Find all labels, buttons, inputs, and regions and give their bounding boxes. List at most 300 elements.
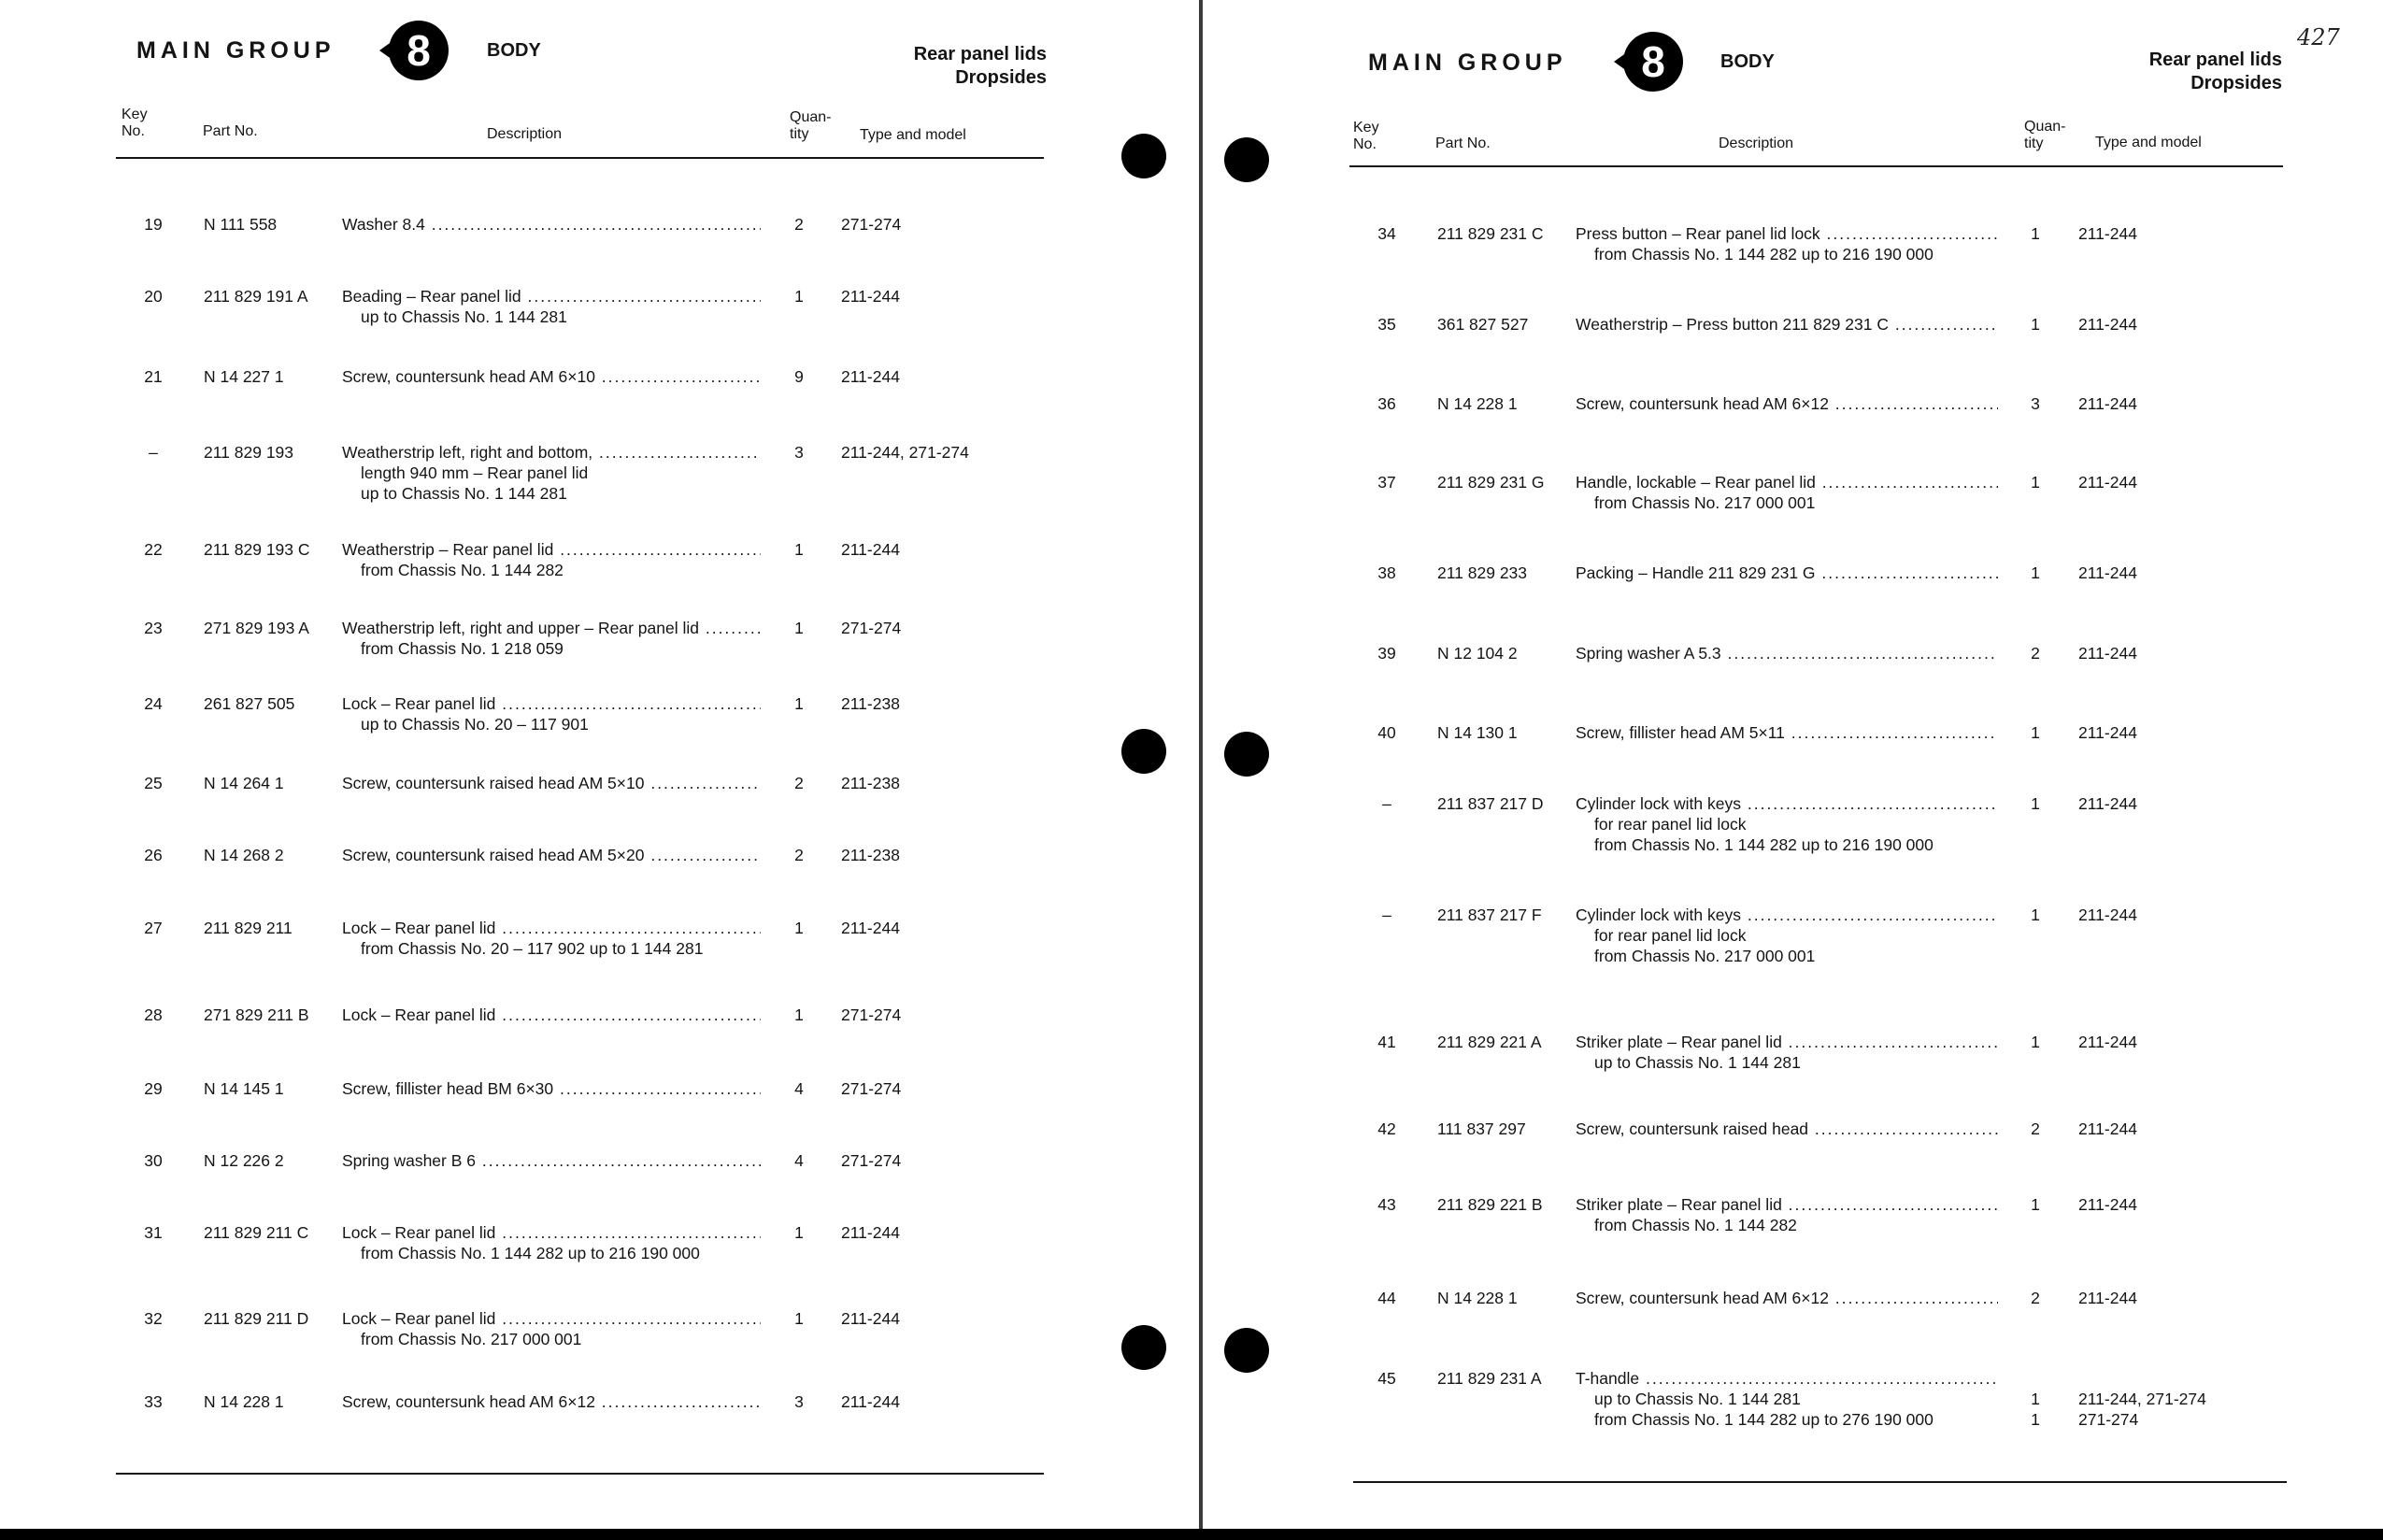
type-model-value: 211-244 [841,1392,900,1411]
quantity [785,1150,813,1171]
body-label: BODY [487,40,541,61]
part-number: N 12 226 2 [204,1151,284,1170]
description-line: Weatherstrip left, right and upper – Rear panel lid ..... [342,618,761,638]
type-model [2078,314,2137,335]
header-rule [116,157,1044,159]
section-title-line: Dropsides [955,67,1047,88]
type-model [2078,793,2137,814]
description-line: Screw, countersunk head AM 6×10 ..... [342,366,761,387]
part-number: N 14 228 1 [204,1392,284,1411]
part-number: 271 829 211 B [204,1005,309,1024]
description [342,1078,761,1099]
quantity-value: 1 [2031,723,2040,742]
handwritten-page-number: 427 [2297,24,2340,50]
type-model-value: 211-244 [841,367,900,386]
type-model-value: 211-244 [841,1309,900,1328]
description-subline: from Chassis No. 217 000 001 [1594,493,1816,512]
quantity [785,618,813,638]
quantity [2021,643,2049,663]
type-model-value: 271-274 [841,1151,902,1170]
type-model-value: 211-244 [841,287,900,306]
type-model-value: 211-244 [2078,905,2137,924]
type-model [2078,1119,2137,1139]
type-model-value: 211-244, 271-274 [2078,1390,2206,1408]
description-line: Screw, fillister head BM 6×30 ..... [342,1078,761,1099]
type-model-value: 211-244 [841,919,900,937]
quantity-value: 4 [794,1151,804,1170]
description-line: Screw, countersunk head AM 6×12 ..... [1576,393,1998,414]
section-title [822,43,1047,90]
quantity-value: 1 [794,1005,804,1024]
quantity [785,442,813,463]
part-number: N 14 264 1 [204,774,284,792]
type-model-value: 211-244 [841,1223,900,1242]
description-subline: from Chassis No. 1 218 059 [361,639,564,658]
type-model-value: 211-244 [2078,473,2137,492]
type-model [841,214,901,235]
part-number: 211 829 191 A [204,287,308,306]
type-model-value: 211-244 [2078,224,2137,243]
type-model-value: 211-244 [2078,1119,2137,1138]
main-group-label: MAIN GROUP [136,37,335,64]
description-subline: length 940 mm – Rear panel lid [361,463,589,482]
type-model [2078,223,2137,244]
description [342,214,761,235]
section-title-line: Dropsides [2190,73,2282,93]
description-line: Screw, countersunk raised head AM 5×10 ..... [342,773,761,793]
quantity-value: 1 [2031,1195,2040,1214]
type-model [841,618,901,638]
type-model-value: 271-274 [2078,1410,2139,1429]
quantity-value: 4 [794,1079,804,1098]
type-model-value: 211-244 [2078,644,2137,663]
binder-hole [1121,134,1166,178]
header-part-no: Part No. [203,123,258,139]
body-label: BODY [1720,51,1775,72]
description-line: Striker plate – Rear panel lid ..... [1576,1032,1998,1052]
description [1576,643,1998,663]
binder-hole [1121,729,1166,774]
quantity [785,1391,813,1412]
binder-hole [1121,1325,1166,1370]
part-number: 361 827 527 [1437,315,1529,334]
quantity-value: 2 [2031,644,2040,663]
quantity [2021,793,2049,814]
type-model-value: 211-244 [2078,394,2137,413]
type-model [841,1308,900,1329]
quantity [785,1005,813,1025]
quantity [785,366,813,387]
part-number: N 14 228 1 [1437,394,1518,413]
quantity [785,1078,813,1099]
footer-rule [116,1473,1044,1475]
part-number: N 12 104 2 [1437,644,1518,663]
header-key-line: Key [1353,120,1379,135]
description-line: Washer 8.4 ..... [342,214,761,235]
header-key-line: No. [121,123,145,139]
description [342,1308,761,1349]
type-model [2078,643,2137,663]
description [342,773,761,793]
quantity-value: 1 [2031,473,2040,492]
quantity [2021,1119,2049,1139]
description-line: Handle, lockable – Rear panel lid ..... [1576,472,1998,492]
key-number: 19 [144,215,163,234]
description-line: Lock – Rear panel lid ..... [342,1222,761,1243]
header-key-no [1353,120,1379,153]
section-title-line: Rear panel lids [2148,50,2282,70]
quantity [2021,1368,2049,1430]
quantity-value: 1 [2031,563,2040,582]
header-rule [1349,165,2283,167]
description-line: Beading – Rear panel lid ..... [342,286,761,307]
section-title [2056,49,2282,95]
quantity-value: 3 [794,443,804,462]
key-number: 37 [1377,473,1396,492]
quantity [2021,563,2049,583]
quantity-value: 1 [2031,224,2040,243]
part-number: 211 829 231 A [1437,1369,1542,1388]
type-model [2078,393,2137,414]
header-qty-line: Quan- [2024,119,2066,135]
header-type-model: Type and model [860,127,966,143]
description-subline: from Chassis No. 1 144 282 [361,561,564,579]
description [1576,223,1998,264]
quantity-value: 2 [794,774,804,792]
quantity-value: 2 [794,215,804,234]
description-subline: from Chassis No. 20 – 117 902 up to 1 144 281 [361,939,704,958]
quantity [785,1308,813,1329]
part-number: 211 829 211 D [204,1309,309,1328]
type-model-value: 271-274 [841,215,902,234]
part-number: 211 837 217 F [1437,905,1542,924]
description-line: Press button – Rear panel lid lock ..... [1576,223,1998,244]
quantity [2021,1032,2049,1052]
key-number: 32 [144,1309,163,1328]
part-number: 271 829 193 A [204,619,309,637]
type-model [841,366,900,387]
type-model-value: 271-274 [841,1079,902,1098]
type-model-value: 211-244 [2078,1195,2137,1214]
main-group-label: MAIN GROUP [1368,50,1567,76]
quantity-value: 1 [794,694,804,713]
description [1576,1032,1998,1073]
key-number: 41 [1377,1033,1396,1051]
description-line: Screw, countersunk head AM 6×12 ..... [1576,1288,1998,1308]
section-title-line: Rear panel lids [913,44,1047,64]
key-number: 43 [1377,1195,1396,1214]
key-number: – [1382,905,1391,924]
key-number: 36 [1377,394,1396,413]
key-number: 24 [144,694,163,713]
quantity-value: 1 [2031,905,2040,924]
description-line: Screw, countersunk head AM 6×12 ..... [342,1391,761,1412]
description-line: Cylinder lock with keys ..... [1576,905,1998,925]
key-number: 34 [1377,224,1396,243]
header-qty-line: tity [790,126,809,142]
description-subline: from Chassis No. 217 000 001 [1594,947,1816,965]
part-number: 261 827 505 [204,694,295,713]
type-model-value: 211-244 [2078,1033,2137,1051]
key-number: 40 [1377,723,1396,742]
type-model [841,1078,901,1099]
type-model [841,539,900,560]
key-number: 33 [144,1392,163,1411]
type-model-value: 271-274 [841,1005,902,1024]
description-line: Weatherstrip – Rear panel lid ..... [342,539,761,560]
quantity-value: 1 [2031,1390,2040,1408]
type-model-value: 211-244 [2078,563,2137,582]
type-model-value: 211-244 [2078,315,2137,334]
part-number: 211 829 231 C [1437,224,1544,243]
description [1576,1119,1998,1139]
type-model-value: 211-238 [841,774,900,792]
key-number: 21 [144,367,163,386]
type-model-value [2078,1368,2206,1389]
description-line: Lock – Rear panel lid ..... [342,693,761,714]
type-model [841,845,900,865]
quantity-value: 1 [794,1223,804,1242]
description [342,442,761,504]
description [1576,793,1998,855]
scan-bottom-edge [0,1529,2383,1540]
key-number: 31 [144,1223,163,1242]
quantity-value: 2 [2031,1119,2040,1138]
key-number: 44 [1377,1289,1396,1307]
description [1576,393,1998,414]
description-line: Screw, countersunk raised head AM 5×20 ..... [342,845,761,865]
quantity [785,214,813,235]
header-key-line: Key [121,107,148,122]
quantity-value: 1 [794,619,804,637]
description-line: Spring washer B 6 ..... [342,1150,761,1171]
header-part-no: Part No. [1435,135,1491,151]
key-number: 28 [144,1005,163,1024]
quantity-value: 1 [794,919,804,937]
description-line: Spring washer A 5.3 ..... [1576,643,1998,663]
header-qty-line: tity [2024,135,2044,151]
description [342,618,761,659]
key-number: 30 [144,1151,163,1170]
part-number: 211 829 193 [204,443,294,462]
quantity [2021,223,2049,244]
description [1576,722,1998,743]
description-subline: up to Chassis No. 20 – 117 901 [361,715,589,734]
type-model-value: 211-244 [2078,723,2137,742]
key-number: 29 [144,1079,163,1098]
quantity [2021,393,2049,414]
quantity-value: 2 [794,846,804,864]
quantity [2021,314,2049,335]
type-model [2078,1368,2206,1430]
type-model [841,1391,900,1412]
quantity-value: 1 [2031,1410,2040,1429]
description [1576,1194,1998,1235]
description-subline: for rear panel lid lock [1594,815,1747,834]
type-model-value: 211-238 [841,694,900,713]
group-number-badge: 8 [1623,32,1683,92]
description-subline: up to Chassis No. 1 144 281 [1594,1390,1801,1408]
type-model [841,918,900,938]
type-model-value: 211-238 [841,846,900,864]
quantity-value: 1 [794,1309,804,1328]
quantity [785,539,813,560]
description-subline: from Chassis No. 1 144 282 [1594,1216,1797,1234]
type-model [841,286,900,307]
key-number: 27 [144,919,163,937]
quantity-value: 1 [2031,1033,2040,1051]
description [342,1391,761,1412]
key-number: – [1382,794,1391,813]
description [342,693,761,734]
key-number: 23 [144,619,163,637]
description [342,1150,761,1171]
header-key-line: No. [1353,136,1377,152]
quantity-value: 2 [2031,1289,2040,1307]
quantity-value: 9 [794,367,804,386]
type-model [841,773,900,793]
part-number: 111 837 297 [1437,1119,1526,1138]
description-line: Weatherstrip – Press button 211 829 231 C ..... [1576,314,1998,335]
key-number: 26 [144,846,163,864]
key-number: 39 [1377,644,1396,663]
type-model [841,1222,900,1243]
description [342,286,761,327]
page-fold [1199,0,1203,1529]
key-number: – [149,443,158,462]
part-number: 211 829 211 [204,919,293,937]
description-line: Screw, countersunk raised head ..... [1576,1119,1998,1139]
type-model [841,1150,901,1171]
header-quantity [2024,119,2065,152]
quantity [2021,905,2049,925]
header-type-model: Type and model [2095,135,2202,150]
type-model [841,1005,901,1025]
quantity [2021,1194,2049,1215]
type-model [2078,563,2137,583]
type-model-value: 271-274 [841,619,902,637]
type-model [2078,905,2137,925]
quantity-value: 3 [2031,394,2040,413]
description [342,845,761,865]
key-number: 38 [1377,563,1396,582]
description-subline: from Chassis No. 1 144 282 up to 216 190 000 [1594,835,1934,854]
type-model [2078,1032,2137,1052]
key-number: 20 [144,287,163,306]
description [1576,472,1998,513]
description [1576,1288,1998,1308]
description-line: Lock – Rear panel lid ..... [342,1308,761,1329]
part-number: N 111 558 [204,215,278,234]
part-number: 211 837 217 D [1437,794,1544,813]
quantity [785,918,813,938]
quantity [2021,472,2049,492]
type-model [2078,722,2137,743]
description [1576,1368,1998,1430]
description-line: Screw, fillister head AM 5×11 ..... [1576,722,1998,743]
description [1576,314,1998,335]
key-number: 45 [1377,1369,1396,1388]
quantity [785,693,813,714]
binder-hole [1224,137,1269,182]
quantity [2021,722,2049,743]
part-number: 211 829 231 G [1437,473,1545,492]
header-key-no [121,107,148,140]
description-subline: up to Chassis No. 1 144 281 [361,484,567,503]
header-quantity [790,109,831,143]
group-number-badge: 8 [389,21,449,80]
type-model [2078,1194,2137,1215]
part-number: N 14 227 1 [204,367,284,386]
quantity [2021,1288,2049,1308]
type-model [2078,472,2137,492]
type-model [2078,1288,2137,1308]
part-number: N 14 130 1 [1437,723,1518,742]
binder-hole [1224,732,1269,777]
description-subline: up to Chassis No. 1 144 281 [361,307,567,326]
part-number: N 14 228 1 [1437,1289,1518,1307]
footer-rule [1353,1481,2287,1483]
description-subline: from Chassis No. 1 144 282 up to 216 190 000 [1594,245,1934,264]
quantity [785,845,813,865]
description-line: Weatherstrip left, right and bottom, ..... [342,442,761,463]
description-line: Lock – Rear panel lid ..... [342,1005,761,1025]
description [342,366,761,387]
key-number: 35 [1377,315,1396,334]
part-number: N 14 268 2 [204,846,284,864]
type-model-value: 211-244 [2078,1289,2137,1307]
header-description: Description [1719,135,1794,151]
quantity-value: 3 [794,1392,804,1411]
description [342,1222,761,1263]
type-model-value: 211-244, 271-274 [841,443,969,462]
quantity [785,773,813,793]
quantity-value: 1 [794,287,804,306]
description-subline: from Chassis No. 217 000 001 [361,1330,582,1348]
quantity-value: 1 [2031,794,2040,813]
type-model-value: 211-244 [841,540,900,559]
description [342,918,761,959]
part-number: 211 829 233 [1437,563,1528,582]
header-description: Description [487,126,563,142]
description-line: T-handle ..... [1576,1368,1998,1389]
key-number: 22 [144,540,163,559]
description [342,1005,761,1025]
description-line: Packing – Handle 211 829 231 G ..... [1576,563,1998,583]
header-qty-line: Quan- [790,109,832,125]
description-subline: from Chassis No. 1 144 282 up to 276 190 000 [1594,1410,1934,1429]
description-line: Striker plate – Rear panel lid ..... [1576,1194,1998,1215]
quantity [785,286,813,307]
quantity-value: 1 [794,540,804,559]
part-number: N 14 145 1 [204,1079,284,1098]
quantity [785,1222,813,1243]
description-line: Lock – Rear panel lid ..... [342,918,761,938]
description [1576,563,1998,583]
description-line: Cylinder lock with keys ..... [1576,793,1998,814]
description-subline: up to Chassis No. 1 144 281 [1594,1053,1801,1072]
part-number: 211 829 193 C [204,540,310,559]
quantity-value [2021,1368,2049,1389]
type-model [841,693,900,714]
type-model [841,442,969,463]
key-number: 25 [144,774,163,792]
quantity-value: 1 [2031,315,2040,334]
part-number: 211 829 211 C [204,1223,309,1242]
key-number: 42 [1377,1119,1396,1138]
description [342,539,761,580]
description-subline: for rear panel lid lock [1594,926,1747,945]
